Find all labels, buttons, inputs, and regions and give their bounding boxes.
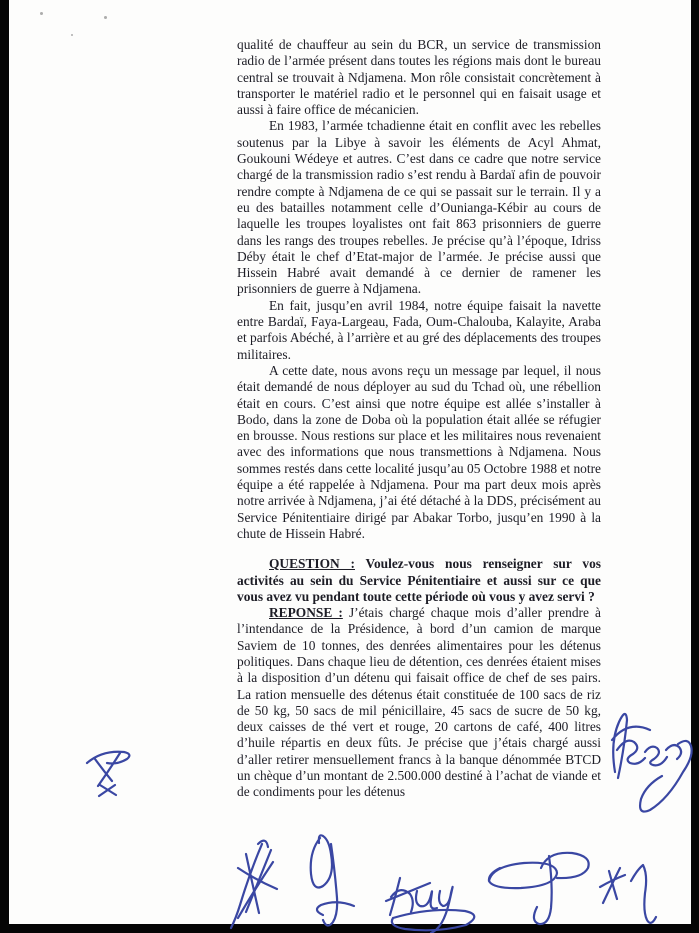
right-margin-signature xyxy=(612,714,692,812)
response-label: REPONSE : xyxy=(269,605,343,621)
question-paragraph xyxy=(237,556,601,605)
bottom-signature-5 xyxy=(600,865,656,923)
response-paragraph xyxy=(237,605,601,801)
paragraph-deploiement-sud: A cette date, nous avons reçu un message par lequel, il nous était demandé de nous déployer au sud du Tchad où, une rébellion était en cours. C’est ainsi que notre équipe est allée s’installer à Bodo, dans la zone de Doba où la population était allée se réfugier en brousse. Nous restions sur place et les militaires nous revenaient avec des informations que nous transmettions à Ndjamena. Nous sommes restés dans cette localité jusqu’au 05 Octobre 1988 et notre équipe a été rappelée à Ndjamena. Pour ma part deux mois après notre arrivée à Ndjamena, j’ai été détaché à la DDS, précisément au Service Pénitentiaire dirigé par Abakar Torbo, jusqu’en 1990 à la chute de Hissein Habré. xyxy=(237,362,601,541)
response-text: J’étais chargé chaque mois d’aller prendre à l’intendance de la Présidence, à bord d’un camion de marque Saviem de 10 tonnes, des denrées alimentaires pour les détenus politiques. Dans chaque lieu de détention, ces denrées étaient mises à la disposition d’un détenu qui faisait office de chef de ses pairs. La ration mensuelle des détenus était constituée de 100 sacs de riz de 50 kg, 50 sacs de mil pénicillaire, 45 sacs de sucre de 50 kg, deux caisses de thé vert et rouge, 20 cartons de café, 400 litres d’huile répartis en deux fûts. Je précise que j’étais chargé aussi d’aller retirer mensuellement francs à la banque dénommée BTCD un chèque d’un montant de 2.500.000 destiné à l’achat de viande et de condiments pour les détenus xyxy=(237,605,601,800)
paragraph-navette-1984: En fait, jusqu’en avril 1984, notre équipe faisait la navette entre Bardaï, Faya-Largeau, Fada, Oum-Chalouba, Kalayite, Araba et parfois Abéché, à l’arrière et au gré des déplacements des troupes militaires. xyxy=(237,297,601,362)
document-text-column xyxy=(237,37,601,801)
scan-speck xyxy=(104,16,107,19)
bottom-signature-1 xyxy=(231,841,277,928)
scan-border-left xyxy=(0,0,9,933)
paragraph-1983-conflict: En 1983, l’armée tchadienne était en conflit avec les rebelles soutenus par la Libye à savoir les éléments de Acyl Ahmat, Goukouni Wédeye et autres. C’est dans ce cadre que notre service chargé de la transmission radio s’est rendu à Bardaï afin de pouvoir rendre compte à Ndjamena de ce qui se passait sur le terrain. Il y a eu des batailles notamment celle d’Ounianga-Kébir au cours de laquelle les troupes loyalistes ont fait 863 prisonniers de guerre dans les rangs des troupes rebelles. Je précise qu’à l’époque, Idriss Déby était le chef d’Etat-major de l’armée. Je précise aussi que Hissein Habré avait demandé à ce dernier de ramener les prisonniers de guerre à Ndjamena. xyxy=(237,118,601,297)
question-label: QUESTION : xyxy=(269,556,355,572)
bottom-signature-2 xyxy=(311,835,354,925)
left-margin-paraph xyxy=(87,752,129,796)
paragraph-continuation: qualité de chauffeur au sein du BCR, un service de transmission radio de l’armée présent dans toutes les régions mais dont le bureau central se trouvait à Ndjamena. Mon rôle consistait concrètement à transporter le matériel radio et le personnel qui en faisait usage et aussi à faire office de mécanicien. xyxy=(237,37,601,118)
scan-border-right xyxy=(691,0,699,933)
scan-speck xyxy=(40,12,43,15)
scan-speck xyxy=(71,34,73,36)
bottom-signature-4 xyxy=(489,853,589,924)
scan-border-bottom xyxy=(0,924,699,933)
question-text: Voulez-vous nous renseigner sur vos activités au sein du Service Pénitentiaire et aussi sur ce que vous avez vu pendant toute cette période où vous y avez servi ? xyxy=(237,556,601,604)
